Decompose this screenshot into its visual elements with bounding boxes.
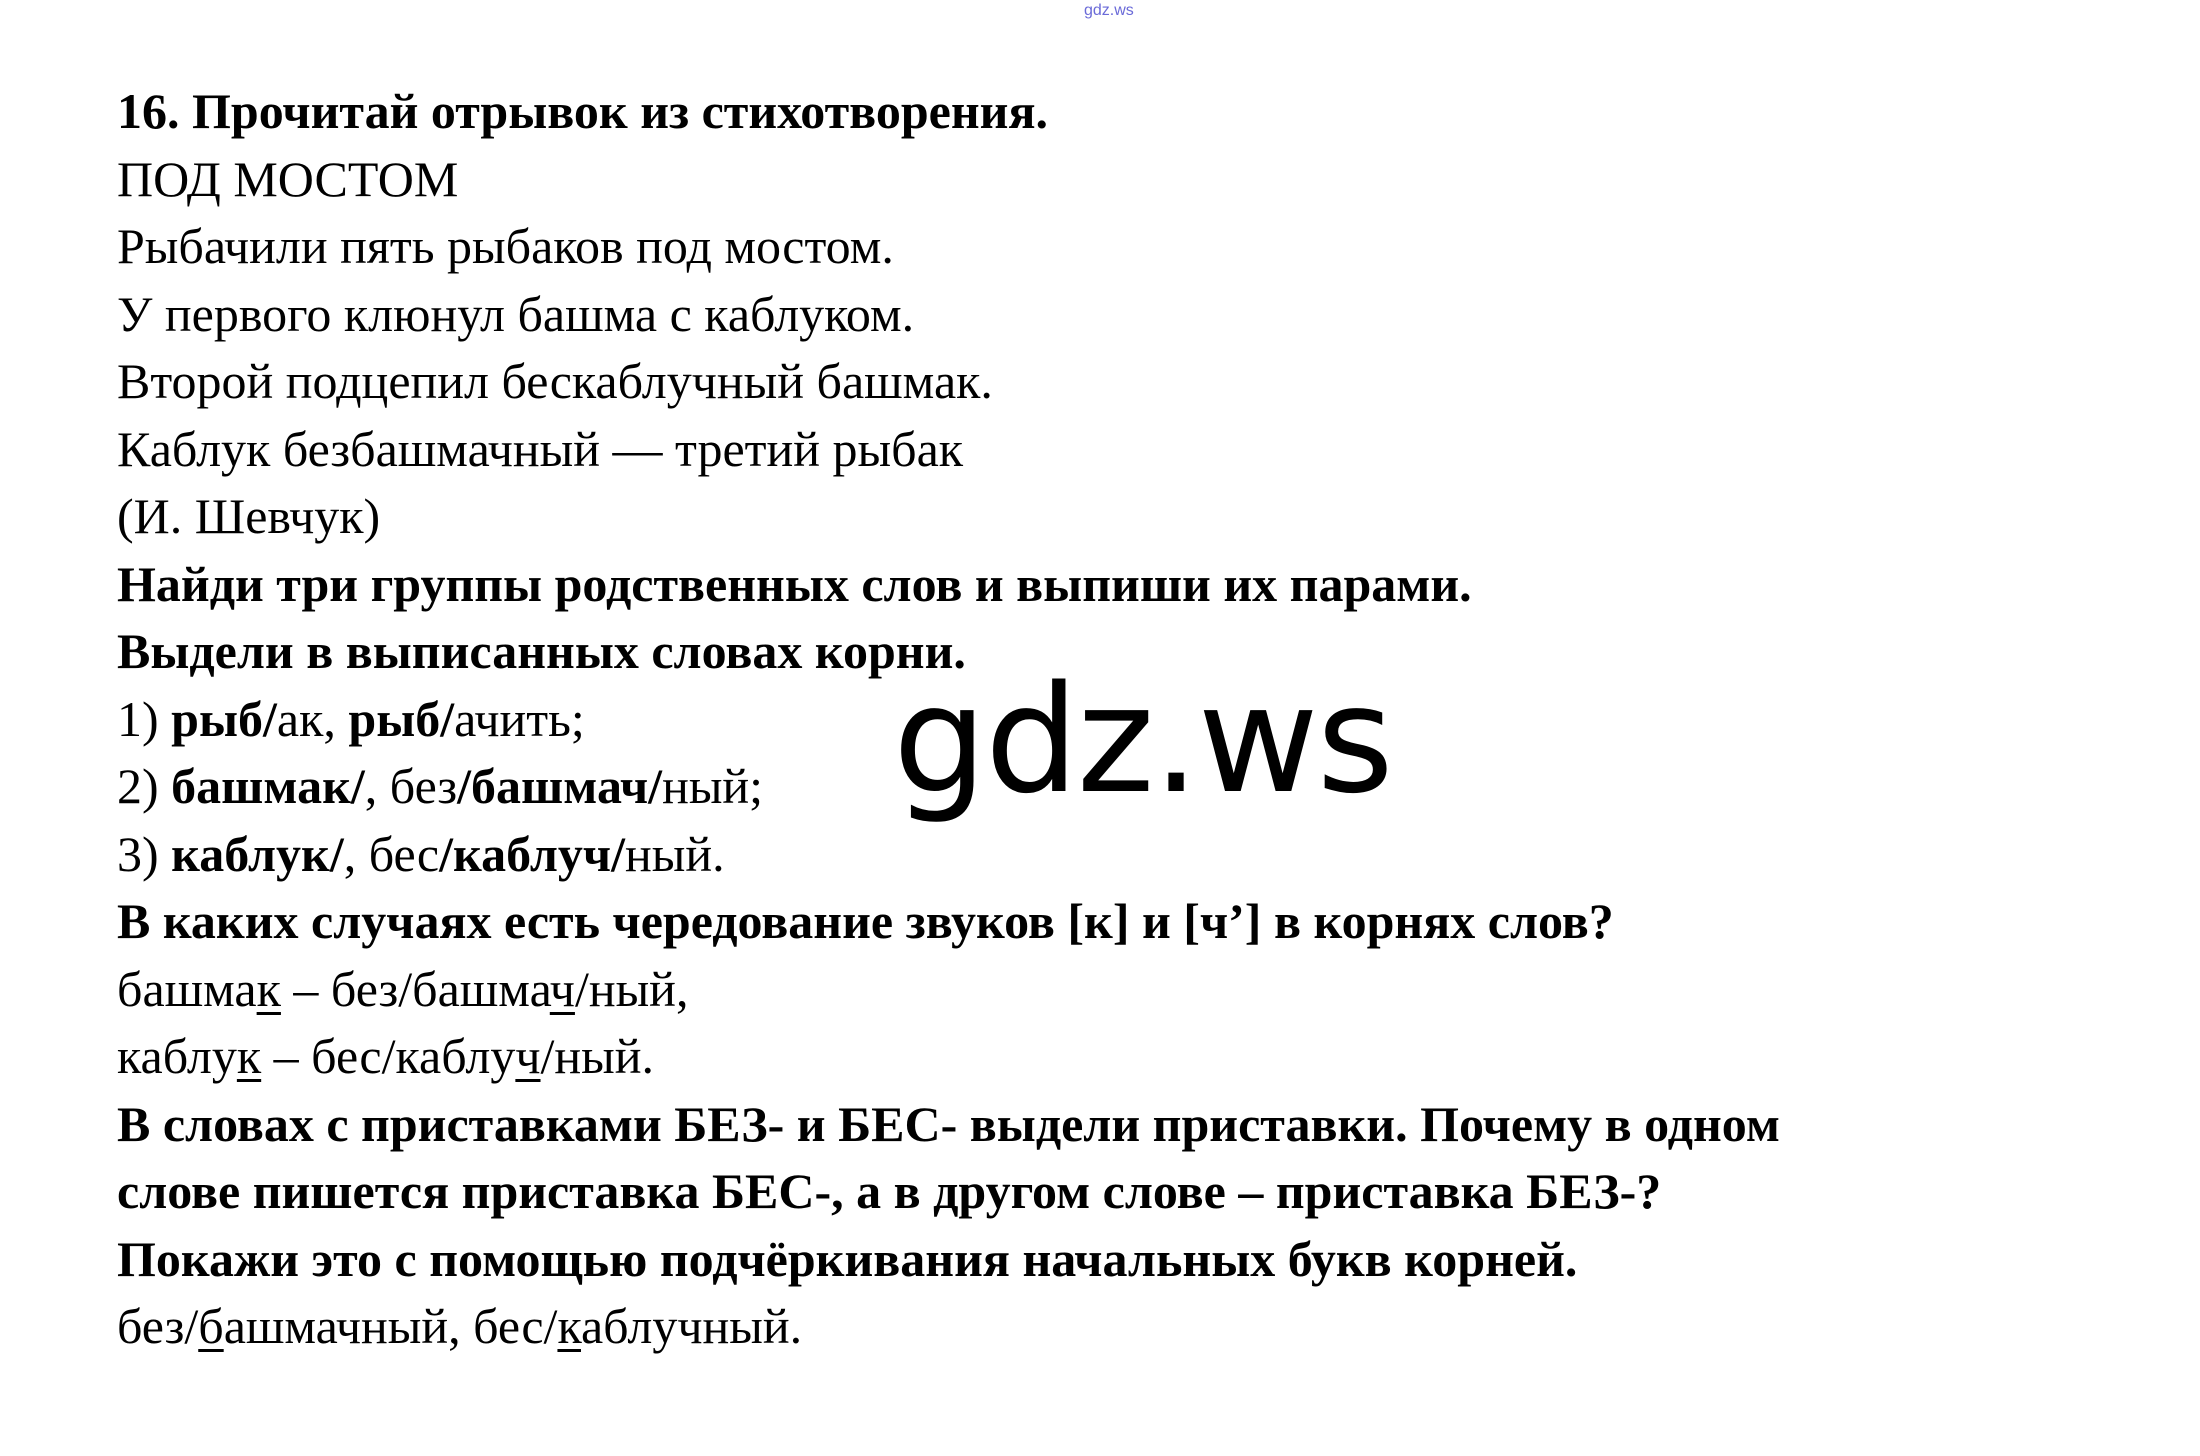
question-3-line-1: В словах с приставками БЕЗ- и БЕС- выдели приставки. Почему в одном [117,1095,1780,1152]
answer-2-line-2 [117,1023,2157,1091]
text-fragment: /ный, [574,960,689,1017]
poem-author: (И. Шевчук) [117,488,381,544]
underlined-letter: ч [515,1028,541,1084]
poem-line: У первого клюнул башма с каблуком. [117,285,915,342]
root: /башмач/ [457,758,663,814]
text-fragment: /ный. [540,1028,655,1084]
underlined-letter: к [557,1298,581,1354]
root: рыб/ [348,690,455,747]
answer-2-line-1 [117,956,2157,1024]
suffix-text: ный; [662,758,764,814]
item-number: 2) [117,758,172,814]
prefix-text: , без [364,758,458,814]
site-mark: gdz.ws [1084,2,1134,19]
answer-3 [117,1293,2157,1361]
question-1-line-1: Найди три группы родственных слов и выпиши их парами. [117,555,1472,612]
question-3-line-2: слове пишется приставка БЕС-, а в другом слове – приставка БЕЗ-? [117,1163,1662,1219]
text-fragment: – бес/каблу [261,1028,516,1084]
suffix-text: ачить; [454,690,585,747]
poem-line: Рыбачили пять рыбаков под мостом. [117,218,894,274]
underlined-letter: к [256,960,281,1017]
underlined-letter: к [236,1028,262,1084]
root: рыб/ [171,690,277,747]
root: /каблуч/ [439,825,625,882]
suffix-text: ный. [624,825,725,882]
text-fragment: аблучный. [580,1298,803,1354]
root: башмак/ [171,758,365,814]
poem-title: ПОД МОСТОМ [117,150,459,207]
question-1-line-2: Выдели в выписанных словах корни. [117,623,966,679]
underlined-letter: ч [549,960,575,1017]
text-fragment: без/ [117,1298,199,1354]
question-3-line-3: Покажи это с помощью подчёркивания начальных букв корней. [117,1230,1578,1287]
answer-1-item-3 [117,821,2157,889]
watermark-logo: gdz.ws [893,654,1392,826]
question-2: В каких случаях есть чередование звуков [к] и [ч’] в корнях слов? [117,893,1614,949]
root: каблук/ [171,825,344,882]
underlined-letter: б [198,1298,224,1354]
poem-line: Второй подцепил бескаблучный башмак. [117,353,993,409]
prefix-text: , бес [343,825,440,882]
text-fragment: – без/башма [280,960,550,1017]
task-title: 16. Прочитай отрывок из стихотворения. [117,83,1049,139]
text-fragment: ашмачный, бес/ [223,1298,558,1354]
text-fragment: башма [117,960,257,1017]
item-number: 3) [117,825,172,882]
suffix-text: ак, [276,690,349,747]
item-number: 1) [117,690,172,747]
poem-line: Каблук безбашмачный — третий рыбак [117,420,964,477]
text-fragment: каблу [117,1028,237,1084]
